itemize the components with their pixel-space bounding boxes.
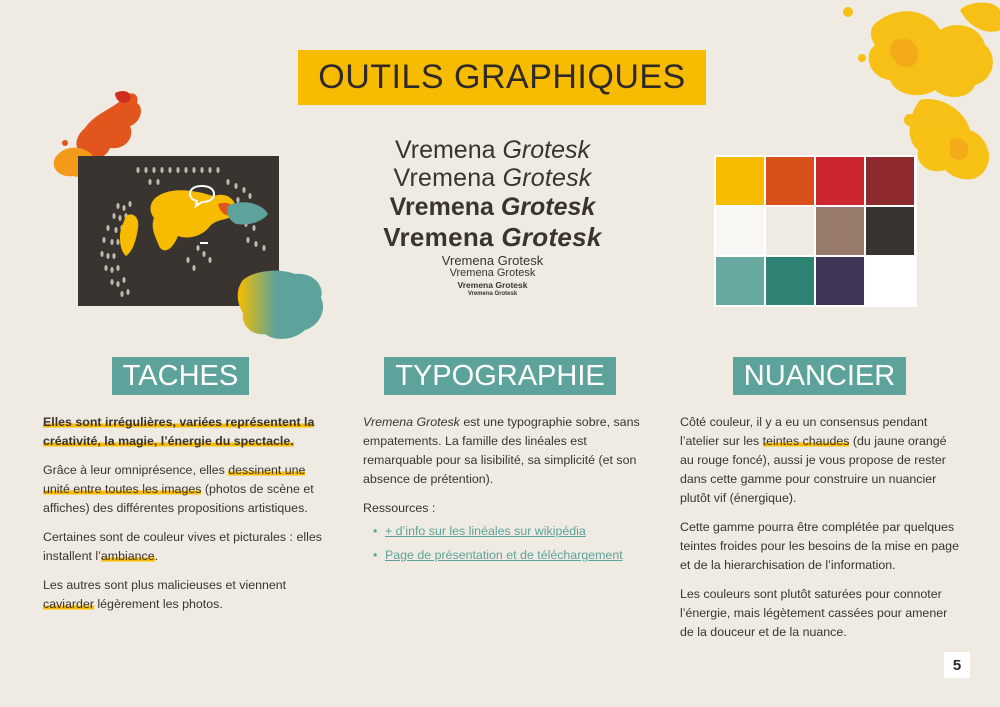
specimen-small-4: Vremena Grotesk [467, 291, 518, 297]
heading-taches: TACHES [112, 357, 249, 395]
taches-paragraph-3: Certaines sont de couleur vives et picturales : elles installent l’ambiance. [43, 530, 322, 563]
color-swatch [866, 207, 914, 255]
color-swatch [866, 157, 914, 205]
color-swatch [766, 207, 814, 255]
color-swatch [766, 257, 814, 305]
typographie-text [363, 413, 648, 570]
color-swatch [816, 207, 864, 255]
specimen-small-3: Vremena Grotesk [457, 280, 528, 290]
specimen-small-2: Vremena Grotesk [449, 267, 536, 279]
nuancier-paragraph-3: Les couleurs sont plutôt saturées pour connoter l’énergie, mais légètement cassées pour amener de la douceur et de la nuance. [680, 587, 948, 639]
nuancier-paragraph-2: Cette gamme pourra être complétée par quelques teintes froides pour les besoins de la mise en page et de la hierarchisation de l’information. [680, 520, 959, 572]
nuancier-text [680, 413, 963, 652]
color-swatch [716, 157, 764, 205]
color-palette [714, 155, 917, 307]
color-swatch [766, 157, 814, 205]
specimen-row-regular: Vremena Grotesk [393, 164, 592, 192]
taches-paragraph-1: Elles sont irrégulières, variées représentent la créativité, la magie, l’énergie du spectacle. [43, 415, 315, 448]
heading-nuancier: NUANCIER [733, 357, 906, 395]
color-swatch [816, 157, 864, 205]
color-swatch [716, 257, 764, 305]
specimen-row-bold: Vremena Grotesk [389, 193, 596, 221]
typographie-paragraph-1: Vremena Grotesk est une typographie sobre, sans empatements. La famille des linéales est remarquable pour sa lisibilité, sa simplicité (et son absence de prétention). [363, 415, 640, 486]
resource-item [363, 546, 648, 565]
link-download[interactable]: Page de présentation et de téléchargement [385, 548, 623, 562]
typography-specimen [340, 138, 645, 299]
taches-paragraph-4: Les autres sont plus malicieuses et viennent caviarder légèrement les photos. [43, 578, 287, 611]
specimen-row-black: Vremena Grotesk [383, 222, 602, 252]
taches-text [43, 413, 328, 624]
color-swatch [816, 257, 864, 305]
resources-label: Ressources : [363, 501, 436, 515]
specimen-row-light: Vremena Grotesk [395, 136, 590, 164]
taches-paragraph-2: Grâce à leur omniprésence, elles dessinent une unité entre toutes les images (photos de scène et affiches) des différentes propositions artistiques. [43, 463, 314, 515]
page-number: 5 [944, 652, 970, 678]
nuancier-paragraph-1: Côté couleur, il y a eu un consensus pendant l’atelier sur les teintes chaudes (du jaune orangé au rouge foncé), aussi je vous propose de rester dans cette gamme pour construire un nuancier plutôt vif (énergique). [680, 415, 947, 505]
page-title-box [298, 50, 706, 105]
resource-item [363, 522, 648, 541]
specimen-small-1: Vremena Grotesk [441, 253, 544, 268]
heading-typographie: TYPOGRAPHIE [384, 357, 616, 395]
page-title: OUTILS GRAPHIQUES [318, 58, 686, 96]
color-swatch [716, 207, 764, 255]
resources-list [363, 522, 648, 565]
link-wikipedia[interactable]: + d’info sur les linéales sur wikipédia [385, 524, 586, 538]
teal-paint-splash [235, 268, 327, 342]
